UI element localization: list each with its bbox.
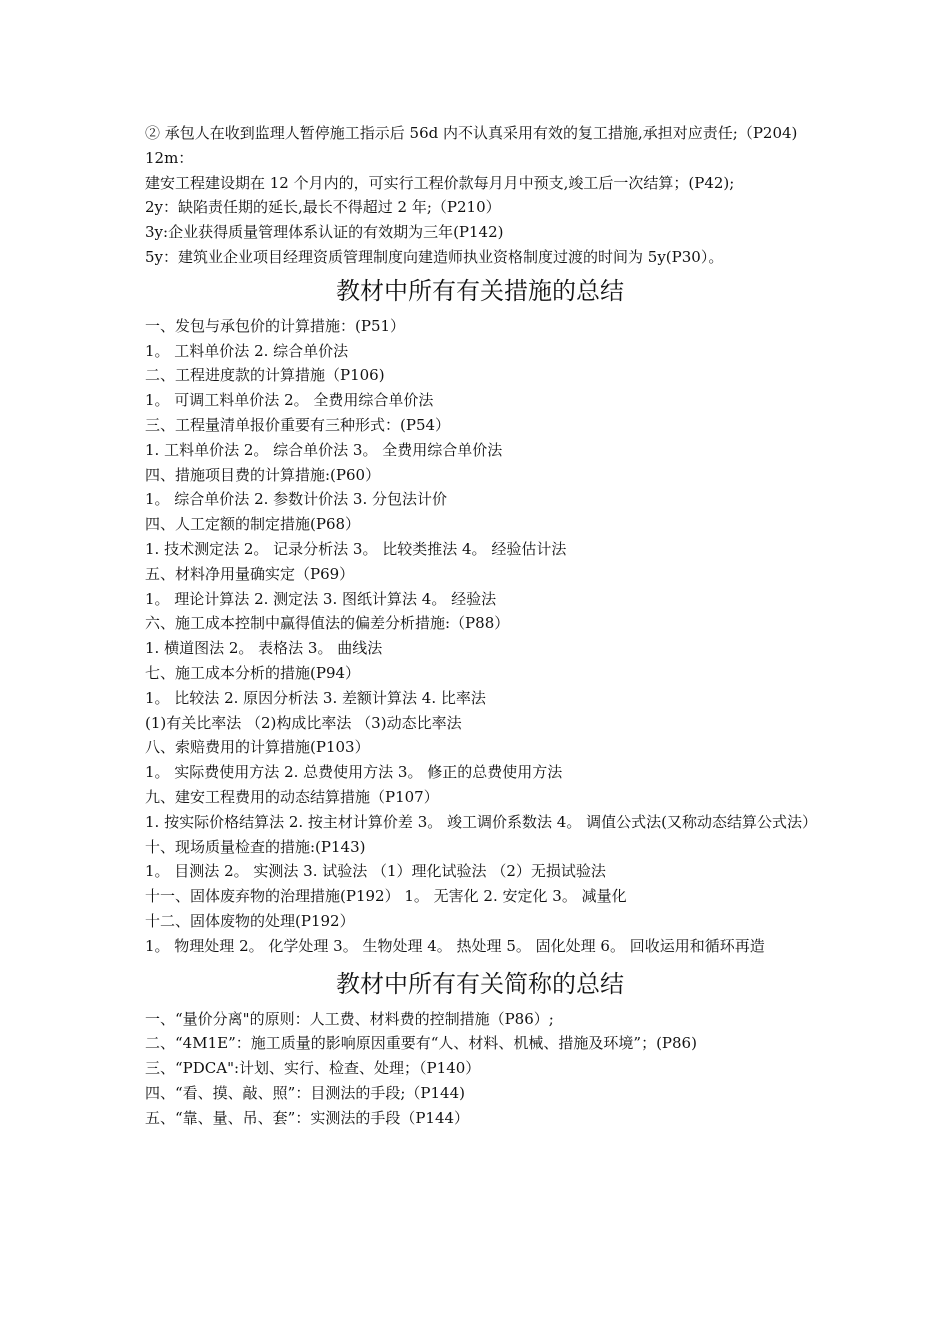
list-item: 一、“量价分离"的原则：人工费、材料费的控制措施（P86）;: [145, 1009, 554, 1028]
list-item: (1)有关比率法 （2)构成比率法 （3)动态比率法: [145, 713, 462, 732]
list-item: 1。 物理处理 2。 化学处理 3。 生物处理 4。 热处理 5。 固化处理 6。 回收运用和循环再造: [145, 936, 765, 955]
intro-block: [145, 121, 815, 270]
list-item: 1。 可调工料单价法 2。 全费用综合单价法: [145, 391, 434, 410]
intro-line: 12m：: [145, 148, 194, 167]
list-item: 四、人工定额的制定措施(P68）: [145, 515, 361, 534]
list-item: 八、索赔费用的计算措施(P103）: [145, 738, 370, 757]
list-item: 十、现场质量检查的措施:(P143): [145, 837, 366, 856]
list-item: 1. 按实际价格结算法 2. 按主材计算价差 3。 竣工调价系数法 4。 调值公式法(又称动态结算公式法）: [145, 812, 817, 831]
list-item: 十一、固体废弃物的治理措施(P192） 1。 无害化 2. 安定化 3。 减量化: [145, 887, 627, 906]
list-item: 三、工程量清单报价重要有三种形式：(P54）: [145, 415, 451, 434]
list-item: 三、“PDCA":计划、实行、检查、处理；（P140）: [145, 1059, 481, 1078]
list-item: 一、发包与承包价的计算措施：(P51）: [145, 316, 406, 335]
intro-line: 2y：缺陷责任期的延长,最长不得超过 2 年;（P210）: [145, 198, 501, 217]
list-item: 1. 工料单价法 2。 综合单价法 3。 全费用综合单价法: [145, 440, 503, 459]
list-item: 六、施工成本控制中赢得值法的偏差分析措施:（P88）: [145, 614, 510, 633]
list-item: 四、措施项目费的计算措施:(P60）: [145, 465, 381, 484]
list-item: 二、“4M1E”：施工质量的影响原因重要有“人、材料、机械、措施及环境”；(P86): [145, 1034, 697, 1053]
document-body: [145, 121, 815, 1130]
abbreviations-list: [145, 1007, 815, 1131]
section-title-abbreviations: 教材中所有有关简称的总结: [336, 969, 624, 998]
list-item: 1。 实际费使用方法 2. 总费使用方法 3。 修正的总费使用方法: [145, 763, 563, 782]
list-item: 1. 横道图法 2。 表格法 3。 曲线法: [145, 639, 383, 658]
list-item: 1. 技术测定法 2。 记录分析法 3。 比较类推法 4。 经验估计法: [145, 539, 567, 558]
list-item: 九、建安工程费用的动态结算措施（P107）: [145, 787, 439, 806]
intro-line: 5y：建筑业企业项目经理资质管理制度向建造师执业资格制度过渡的时间为 5y(P30）。: [145, 247, 724, 266]
intro-line: 建安工程建设期在 12 个月内的，可实行工程价款每月月中预支,竣工后一次结算；(P42);: [145, 173, 735, 192]
list-item: 1。 综合单价法 2. 参数计价法 3. 分包法计价: [145, 490, 448, 509]
list-item: 五、“靠、量、吊、套”：实测法的手段（P144）: [145, 1108, 470, 1127]
list-item: 四、“看、摸、敲、照”：目测法的手段;（P144): [145, 1083, 465, 1102]
list-item: 1。 目测法 2。 实测法 3. 试验法 （1）理化试验法 （2）无损试验法: [145, 862, 606, 881]
measures-list: [145, 314, 815, 959]
list-item: 1。 工料单价法 2. 综合单价法: [145, 341, 349, 360]
intro-line: 3y:企业获得质量管理体系认证的有效期为三年(P142): [145, 223, 504, 242]
list-item: 1。 理论计算法 2. 测定法 3. 图纸计算法 4。 经验法: [145, 589, 497, 608]
list-item: 1。 比较法 2. 原因分析法 3. 差额计算法 4. 比率法: [145, 688, 486, 707]
list-item: 五、材料净用量确实定（P69）: [145, 564, 355, 583]
list-item: 二、工程进度款的计算措施（P106): [145, 366, 385, 385]
intro-line: ② 承包人在收到监理人暂停施工指示后 56d 内不认真采用有效的复工措施,承担对应责任;（P204): [145, 124, 798, 142]
list-item: 七、施工成本分析的措施(P94）: [145, 663, 361, 682]
list-item: 十二、固体废物的处理(P192）: [145, 911, 355, 930]
section-title-measures: 教材中所有有关措施的总结: [336, 276, 624, 305]
